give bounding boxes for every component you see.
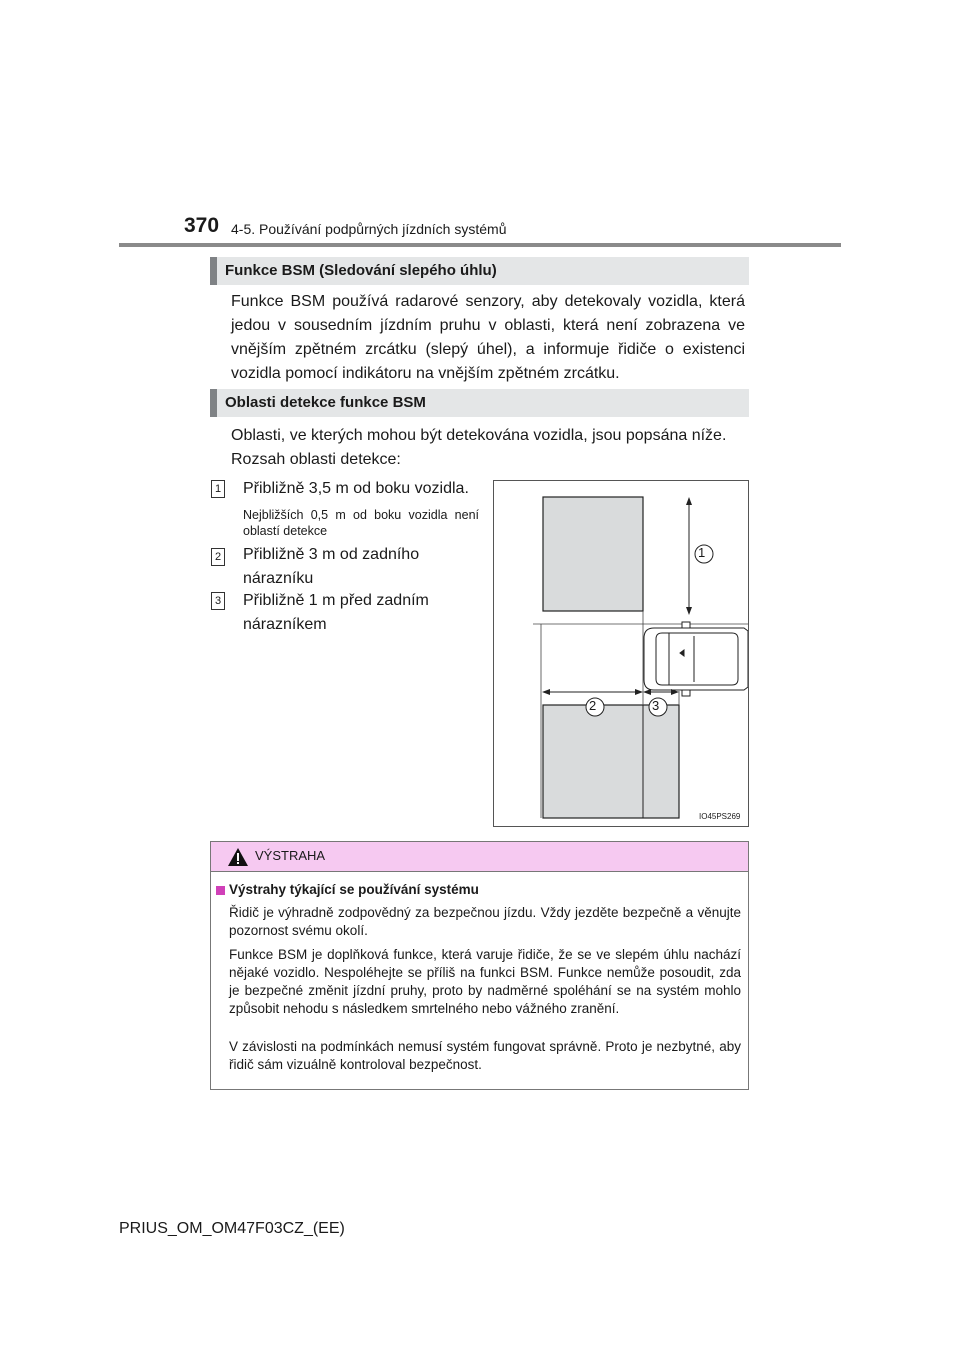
callout-1: 1: [698, 545, 706, 560]
item-number-badge: 3: [211, 592, 225, 610]
warning-paragraph-2: Funkce BSM je doplňková funkce, která varuje řidiče, že se ve slepém úhlu nachází nějaké vozidlo. Nespoléhejte se příliš na funkci BSM. Funkce nemůže posoudit, zda je bezpečné změnit jízdní pruhy, proto by nadměrné spoléhání se na systém mohlo způsobit nehodu s následkem smrtelného nebo vážného zranění.: [229, 947, 741, 1016]
range-label: Rozsah oblasti detekce:: [231, 451, 401, 468]
bullet-square-icon: [216, 886, 225, 895]
chapter-title: 4-5. Používání podpůrných jízdních systémů: [231, 221, 507, 237]
warning-paragraph-3: V závislosti na podmínkách nemusí systém fungovat správně. Proto je nezbytné, aby řidič sám vizuálně kontroloval bezpečnost.: [229, 1039, 741, 1072]
figure-code: IO45PS269: [699, 812, 741, 821]
warning-triangle-icon: [227, 847, 249, 867]
document-id: PRIUS_OM_OM47F03CZ_(EE): [119, 1220, 345, 1237]
item-1-text: Přibližně 3,5 m od boku vozidla.: [243, 480, 469, 497]
item-2-text: Přibližně 3 m od zadního nárazníku: [243, 546, 420, 587]
item-number-badge: 2: [211, 548, 225, 566]
item-3-text: Přibližně 1 m před zadním nárazníkem: [243, 592, 429, 633]
warning-title: VÝSTRAHA: [255, 848, 326, 863]
item-1-note: Nejbližších 0,5 m od boku vozidla není oblastí detekce: [243, 508, 479, 538]
page-number: 370: [184, 214, 220, 237]
bsm-description: Funkce BSM používá radarové senzory, aby detekovaly vozidla, která jedou v sousedním jízdním pruhu v oblasti, která není zobrazena ve vnějším zpětném zrcátku (slepý úhel), a informuje řidiče o existenci vozidla pomocí indikátoru na vnějším zpětném zrcátku.: [231, 293, 745, 382]
warning-subheading: Výstrahy týkající se používání systému: [229, 882, 479, 897]
warning-paragraph-1: Řidič je výhradně zodpovědný za bezpečnou jízdu. Vždy jezděte bezpečně a věnujte pozornost svému okolí.: [229, 905, 741, 938]
header-divider: [119, 243, 841, 247]
callout-2: 2: [589, 698, 597, 713]
detection-area-diagram: [493, 480, 749, 827]
section-heading-bsm: Funkce BSM (Sledování slepého úhlu): [210, 257, 749, 285]
rear-detection-area: [543, 705, 679, 818]
car-icon: [644, 622, 748, 696]
section-heading-detection-areas: Oblasti detekce funkce BSM: [210, 389, 749, 417]
item-number-badge: 1: [211, 480, 225, 498]
detection-intro: Oblasti, ve kterých mohou být detekována vozidla, jsou popsána níže.: [231, 427, 727, 444]
side-detection-area: [543, 497, 643, 611]
warning-header: [211, 842, 748, 872]
callout-3: 3: [652, 698, 660, 713]
